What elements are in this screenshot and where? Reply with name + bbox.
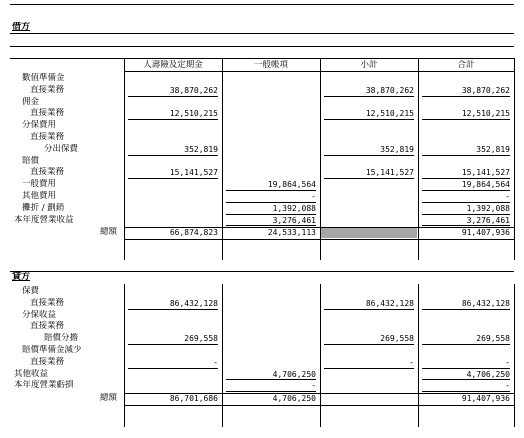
debit-total-bottomline [124, 239, 514, 240]
value-underline [422, 96, 510, 97]
debit-row-label: 本年度營業收益 [14, 214, 74, 225]
credit-row-label: 直接業務 [30, 297, 65, 308]
top-border [10, 4, 514, 5]
debit-row-value: 3,276,461 [466, 215, 510, 225]
value-underline [324, 96, 414, 97]
debit-row-label: 賠償 [22, 155, 40, 166]
credit-total-value: 91,407,936 [461, 394, 510, 404]
debit-row-label: 攤折 / 劃銷 [22, 202, 65, 213]
credit-row-label: 賠償準備金減少 [22, 345, 82, 355]
debit-row-value: 15,141,527 [461, 168, 510, 178]
credit-row-value: 269,558 [380, 334, 414, 344]
value-underline [422, 119, 510, 120]
debit-row-value: 1,392,088 [272, 203, 316, 213]
debit-row-label: 分出保費 [44, 143, 79, 154]
value-underline [324, 309, 414, 310]
value-underline [324, 178, 414, 179]
column-rule-3 [418, 58, 419, 260]
debit-row-label: 一般費用 [22, 179, 57, 190]
debit-row-label: 分保費用 [22, 120, 57, 131]
credit-row-label: 直接業務 [30, 321, 65, 332]
credit-row-label: 賠償分擔 [44, 333, 79, 344]
value-underline [324, 119, 414, 120]
credit-row-value: - [505, 381, 510, 391]
header-top-line [10, 58, 514, 59]
debit-row-value: 19,864,564 [461, 180, 510, 190]
debit-row-value: 352,819 [380, 144, 414, 154]
debit-row-label: 直接業務 [30, 132, 65, 142]
debit-title-underline [10, 33, 514, 34]
debit-total-value: 91,407,936 [461, 228, 510, 238]
debit-row-label: 直接業務 [30, 108, 65, 119]
debit-row-label: 數值準備金 [22, 73, 65, 83]
credit-row-value: - [409, 357, 414, 367]
column-rule-1 [222, 58, 223, 260]
column-header-1: 一般帳項 [253, 60, 288, 70]
debit-row-value: 38,870,262 [365, 85, 414, 95]
credit-total-label: 總額 [100, 393, 118, 404]
credit-total-value: 4,706,250 [272, 394, 316, 404]
credit-row-value: - [311, 381, 316, 391]
debit-row-label: 佣金 [22, 96, 40, 107]
credit-row-label: 保費 [22, 286, 40, 296]
debit-row-value: 38,870,262 [169, 85, 218, 95]
debit-row-label: 直接業務 [30, 84, 65, 95]
credit-row-value: 4,706,250 [272, 369, 316, 379]
debit-row-value: 12,510,215 [169, 109, 218, 119]
debit-row-value: 12,510,215 [365, 109, 414, 119]
column-header-3: 合計 [457, 60, 475, 70]
value-underline [128, 178, 218, 179]
debit-total-grey-cell [321, 228, 417, 238]
debit-row-value: 3,276,461 [272, 215, 316, 225]
debit-row-value: 19,864,564 [267, 180, 316, 190]
debit-row-value: 38,870,262 [461, 85, 510, 95]
value-underline [226, 225, 316, 226]
credit-row-label: 分保收益 [22, 309, 57, 320]
debit-row-label: 其他費用 [22, 191, 57, 201]
debit-total-value: 24,533,113 [267, 228, 316, 238]
debit-row-value: 12,510,215 [461, 109, 510, 119]
value-underline [422, 225, 510, 226]
credit-total-value: 86,701,686 [169, 394, 218, 404]
debit-row-value: - [311, 192, 316, 201]
value-underline [324, 368, 414, 369]
value-underline [324, 155, 414, 156]
credit-row-label: 本年度營業虧損 [14, 380, 74, 391]
credit-row-value: 86,432,128 [365, 298, 414, 308]
column-rule-credit-4 [514, 284, 515, 427]
debit-row-value: 1,392,088 [466, 203, 510, 213]
header-underline [124, 71, 514, 72]
debit-row-label: 直接業務 [30, 167, 65, 178]
credit-row-value: 86,432,128 [169, 298, 218, 308]
value-underline [422, 155, 510, 156]
credit-total-bottomline [124, 405, 514, 406]
credit-section-title: 貸方 [12, 272, 31, 282]
value-underline [128, 344, 218, 345]
column-header-2: 小計 [360, 60, 378, 70]
value-underline [128, 96, 218, 97]
value-underline [128, 368, 218, 369]
value-underline [128, 119, 218, 120]
value-underline [226, 391, 316, 392]
value-underline [422, 391, 510, 392]
debit-row-value: 352,819 [184, 144, 218, 154]
value-underline [422, 344, 510, 345]
debit-total-value: 66,874,823 [169, 228, 218, 238]
credit-row-value: 4,706,250 [466, 369, 510, 379]
credit-row-label: 其他收益 [14, 368, 49, 379]
debit-row-value: - [505, 192, 510, 201]
credit-row-value: - [505, 357, 510, 367]
credit-top-line [10, 271, 514, 272]
value-underline [324, 344, 414, 345]
credit-row-value: 269,558 [476, 334, 510, 344]
value-underline [128, 309, 218, 310]
credit-row-value: 269,558 [184, 334, 218, 344]
column-rule-4 [514, 58, 515, 260]
debit-row-value: 15,141,527 [169, 168, 218, 178]
value-underline [422, 309, 510, 310]
column-header-0: 人壽險及定期金 [143, 60, 203, 70]
divider-line [10, 46, 514, 47]
credit-row-value: 86,432,128 [461, 298, 510, 308]
value-underline [128, 155, 218, 156]
credit-row-value: - [213, 357, 218, 367]
credit-row-label: 直接業務 [30, 356, 65, 367]
debit-section-title: 借方 [12, 22, 31, 32]
debit-total-label: 總額 [100, 227, 118, 238]
debit-row-value: 15,141,527 [365, 168, 414, 178]
debit-row-value: 352,819 [476, 144, 510, 154]
